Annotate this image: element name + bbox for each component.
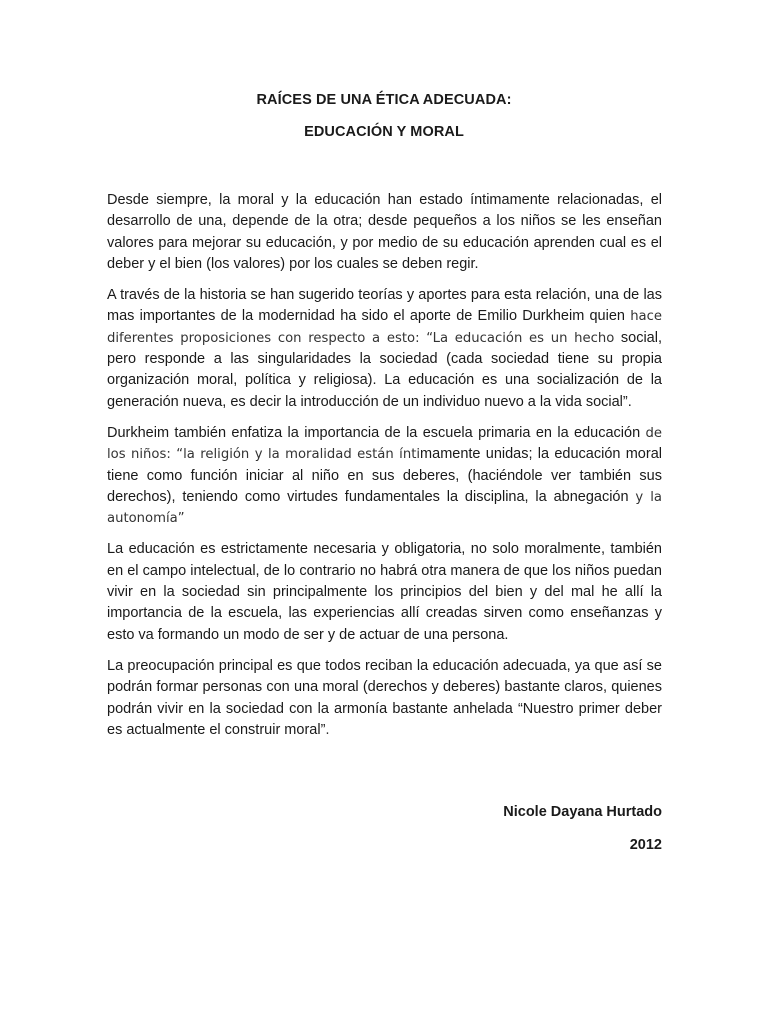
paragraph-5-text-a: La preocupación principal es que todos reciban la educación adecuada, ya que así se podrán formar personas con una moral (derechos y deberes) bastante claros, quienes podrán vivir en la sociedad con la armonía bastante anhelada “Nuestro primer deber es actualmente el construir moral” bbox=[107, 657, 662, 738]
paragraph-3-text-c: mamente unidas; la educación moral tiene como función iniciar al niño en sus deberes, (haciéndole ver también sus derechos), teniendo como virtudes fundamentales la disciplina, la abnegación bbox=[107, 446, 662, 505]
document-year: 2012 bbox=[629, 837, 662, 853]
paragraph-1: Desde siempre, la moral y la educación han estado íntimamente relacionadas, el desarrollo de una, depende de la otra; desde pequeños a los niños se les enseñan valores para mejorar su educación, y por medio de su educación aprenden cual es el deber y el bien (los valores) por los cuales se deben regir. bbox=[107, 192, 662, 272]
paragraph-3-quote-start: de los niños: “la religión y la moralidad están ínti bbox=[107, 425, 662, 463]
document-title: RAÍCES DE UNA ÉTICA ADECUADA: bbox=[256, 92, 512, 108]
document-body bbox=[107, 190, 662, 751]
paragraph-5 bbox=[107, 656, 662, 741]
paragraph-4: La educación es estrictamente necesaria y obligatoria, no solo moralmente, también en el campo intelectual, de lo contrario no habrá otra manera de que los niños puedan vivir en la sociedad sin principalmente los principios del bien y del mal he allí la importancia de la escuela, las experiencias allí creadas sirven como enseñanzas y esto va formando un modo de ser y de actuar de una persona. bbox=[107, 541, 662, 643]
paragraph-2-text-c: social, pero responde a las singularidades la sociedad (cada sociedad tiene su propia organización moral, política y religiosa). La educación es una socialización de la generación nueva, es decir la introducción de un individuo nuevo a la vida social”. bbox=[107, 329, 662, 410]
paragraph-3-text-a: Durkheim también enfatiza la importancia de la escuela primaria en la educación bbox=[107, 424, 646, 441]
author-name: Nicole Dayana Hurtado bbox=[503, 804, 662, 820]
paragraph-2 bbox=[107, 285, 662, 413]
paragraph-2-text-a: A través de la historia se han sugerido teorías y aportes para esta relación, una de las mas importantes de la modernidad ha sido el aporte de Emilio Durkheim quien bbox=[107, 287, 662, 325]
document-subtitle: EDUCACIÓN Y MORAL bbox=[304, 124, 464, 140]
paragraph-5-period: . bbox=[325, 722, 330, 738]
paragraph-3-quote-end: y la autonomía” bbox=[107, 489, 662, 527]
paragraph-2-quote-start: hace diferentes proposiciones con respecto a esto: “La educación es un hecho bbox=[107, 309, 662, 346]
paragraph-3 bbox=[107, 423, 662, 529]
